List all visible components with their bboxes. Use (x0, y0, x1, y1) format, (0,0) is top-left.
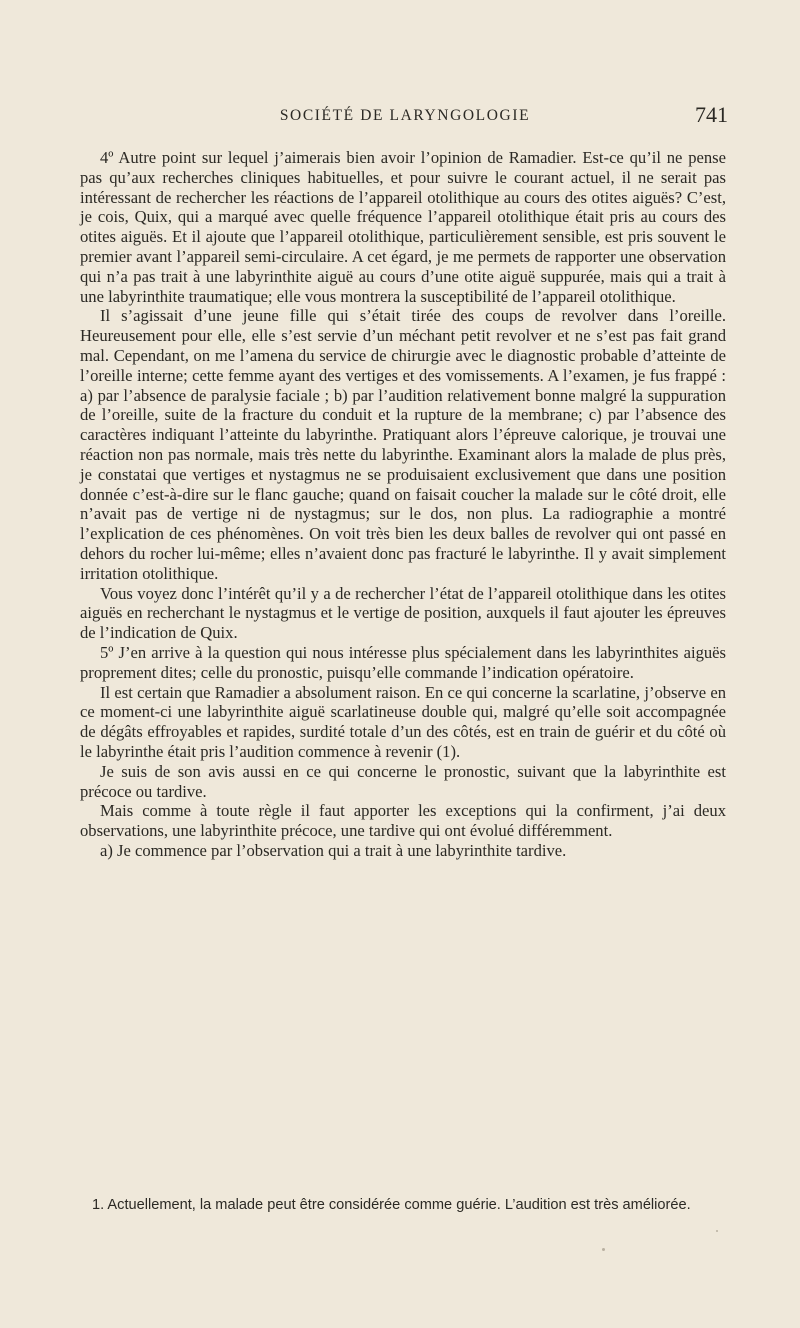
body-text (80, 148, 726, 861)
paragraph-scarlatina: Il est certain que Ramadier a absolument raison. En ce qui concerne la scarlatine, j’observe en ce moment-ci une labyrinthite aiguë scarlatineuse double qui, malgré qu’elle soit accompagnée de dégâts effroyables et rapides, surdité totale d’un des côtés, est en train de guérir et du côté où le labyrinthe était pris l’audition commence à revenir (1). (80, 682, 726, 761)
paragraph-exceptions: Mais comme à toute règle il faut apporter les exceptions qui la confirment, j’ai deux observations, une labyrinthite précoce, une tardive qui ont évolué différemment. (80, 801, 726, 841)
paragraph-otolithic-interest: Vous voyez donc l’intérêt qu’il y a de rechercher l’état de l’appareil otolithique dans les otites aiguës en recherchant le nystagmus et le vertige de position, auxquels il faut ajouter les épreuves de l’indication de Quix. (80, 583, 726, 643)
paragraph-prognosis: Je suis de son avis aussi en ce qui concerne le pronostic, suivant que la labyrinthite est précoce ou tardive. (80, 761, 726, 801)
paper-speck (716, 1230, 718, 1232)
running-header (80, 104, 728, 132)
footnote (80, 1197, 726, 1213)
paper-speck (602, 1248, 605, 1251)
footnote-text: 1. Actuellement, la malade peut être considérée comme guérie. L’audition est très améliorée. (92, 1197, 691, 1213)
page-number: 741 (695, 102, 728, 127)
paragraph-case-report: Il s’agissait d’une jeune fille qui s’était tirée des coups de revolver dans l’oreille. Heureusement pour elle, elle s’est servie d’un méchant petit revolver et ne s’est pas fait grand mal. Cependant, on me l’amena du service de chirurgie avec le diagnostic probable d’atteinte de l’oreille interne; cette femme ayant des vertiges et des vomissements. A l’examen, je fus frappé : a) par l’absence de paralysie faciale ; b) par l’audition relativement bonne malgré la suppuration de l’oreille, suite de la fracture du conduit et la rupture de la membrane; c) par l’absence des caractères indiquant l’atteinte du labyrinthe. Pratiquant alors l’épreuve calorique, je trouvai une réaction non pas normale, mais très nette du labyrinthe. Examinant alors la malade de plus près, je constatai que vertiges et nystagmus ne se produisaient exclusivement que dans une position donnée c’est-à-dire sur le flanc gauche; quand on faisait coucher la malade sur le côté droit, elle n’avait pas de vertige ni de nystagmus; sur le dos, non plus. La radiographie a montré l’explication de ces phénomènes. On voit très bien les deux balles de revolver qui ont passé en dehors du rocher lui-même; elles n’avaient donc pas fracturé le labyrinthe. Il y avait simplement irritation otolithique. (80, 306, 726, 583)
paragraph-point-5: 5º J’en arrive à la question qui nous intéresse plus spécialement dans les labyrinthites aiguës proprement dites; celle du pronostic, puisqu’elle commande l’indication opératoire. (80, 642, 726, 682)
paragraph-late-labyrinthitis: a) Je commence par l’observation qui a trait à une labyrinthite tardive. (100, 840, 567, 860)
running-title: SOCIÉTÉ DE LARYNGOLOGIE (279, 107, 531, 124)
paragraph-point-4: 4º Autre point sur lequel j’aimerais bien avoir l’opinion de Ramadier. Est-ce qu’il ne pense pas qu’aux recherches cliniques habituelles, et pour suivre le courant actuel, il ne serait pas intéressant de rechercher les réactions de l’appareil otolithique au cours des otites aiguës? C’est, je cois, Quix, qui a marqué avec quelle fréquence l’appareil otolithique était pris au cours des otites aiguës. Et il ajoute que l’appareil otolithique, particulièrement sensible, est pris souvent le premier avant l’appareil semi-circulaire. A cet égard, je me permets de rapporter une observation qui n’a pas trait à une labyrinthite aiguë au cours d’une otite aiguë suppurée, mais qui a trait à une labyrinthite traumatique; elle vous montrera la susceptibilité de l’appareil otolithique. (80, 148, 726, 306)
